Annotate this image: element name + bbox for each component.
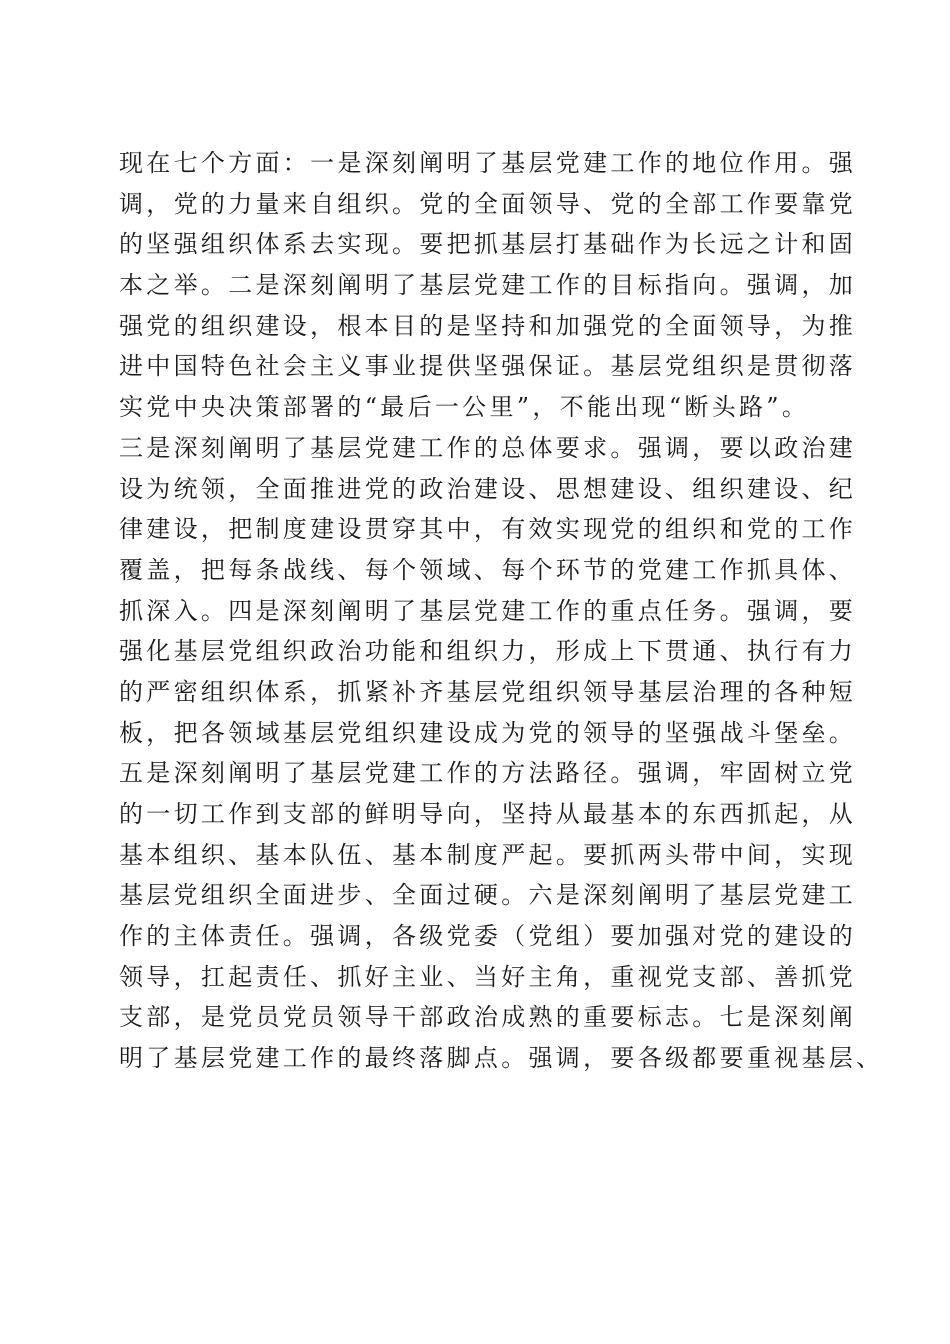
text-line: 本之举。二是深刻阐明了基层党建工作的目标指向。强调，加 — [119, 271, 857, 300]
text-line: 领导，扛起责任、抓好主业、当好主角，重视党支部、善抓党 — [119, 962, 857, 991]
text-line: 支部，是党员党员领导干部政治成熟的重要标志。七是深刻阐 — [119, 1003, 857, 1032]
text-line: 板，把各领域基层党组织建设成为党的领导的坚强战斗堡垒。 — [119, 718, 857, 747]
text-line: 强党的组织建设，根本目的是坚持和加强党的全面领导，为推 — [119, 311, 857, 340]
text-line: 三是深刻阐明了基层党建工作的总体要求。强调，要以政治建 — [119, 433, 857, 462]
text-line: 进中国特色社会主义事业提供坚强保证。基层党组织是贯彻落 — [119, 352, 857, 381]
text-line: 调，党的力量来自组织。党的全面领导、党的全部工作要靠党 — [119, 189, 857, 218]
text-line: 的严密组织体系，抓紧补齐基层党组织领导基层治理的各种短 — [119, 677, 857, 706]
text-line: 抓深入。四是深刻阐明了基层党建工作的重点任务。强调，要 — [119, 596, 857, 625]
text-line: 实党中央决策部署的“最后一公里”，不能出现“断头路”。 — [119, 393, 810, 422]
text-line: 基层党组织全面进步、全面过硬。六是深刻阐明了基层党建工 — [119, 881, 857, 910]
text-line: 律建设，把制度建设贯穿其中，有效实现党的组织和党的工作 — [119, 515, 857, 544]
text-line: 强化基层党组织政治功能和组织力，形成上下贯通、执行有力 — [119, 637, 857, 666]
text-line: 的坚强组织体系去实现。要把抓基层打基础作为长远之计和固 — [119, 230, 857, 259]
text-line: 覆盖，把每条战线、每个领域、每个环节的党建工作抓具体、 — [119, 555, 857, 584]
text-line: 现在七个方面：一是深刻阐明了基层党建工作的地位作用。强 — [119, 149, 857, 177]
text-line: 明了基层党建工作的最终落脚点。强调，要各级都要重视基层、 — [119, 1044, 884, 1073]
text-line: 基本组织、基本队伍、基本制度严起。要抓两头带中间，实现 — [119, 840, 857, 869]
text-line: 的一切工作到支部的鲜明导向，坚持从最基本的东西抓起，从 — [119, 800, 857, 828]
text-line: 五是深刻阐明了基层党建工作的方法路径。强调，牢固树立党 — [119, 759, 857, 788]
text-line: 作的主体责任。强调，各级党委（党组）要加强对党的建设的 — [119, 922, 857, 951]
text-line: 设为统领，全面推进党的政治建设、思想建设、组织建设、纪 — [119, 474, 857, 503]
body-text — [119, 143, 884, 1079]
